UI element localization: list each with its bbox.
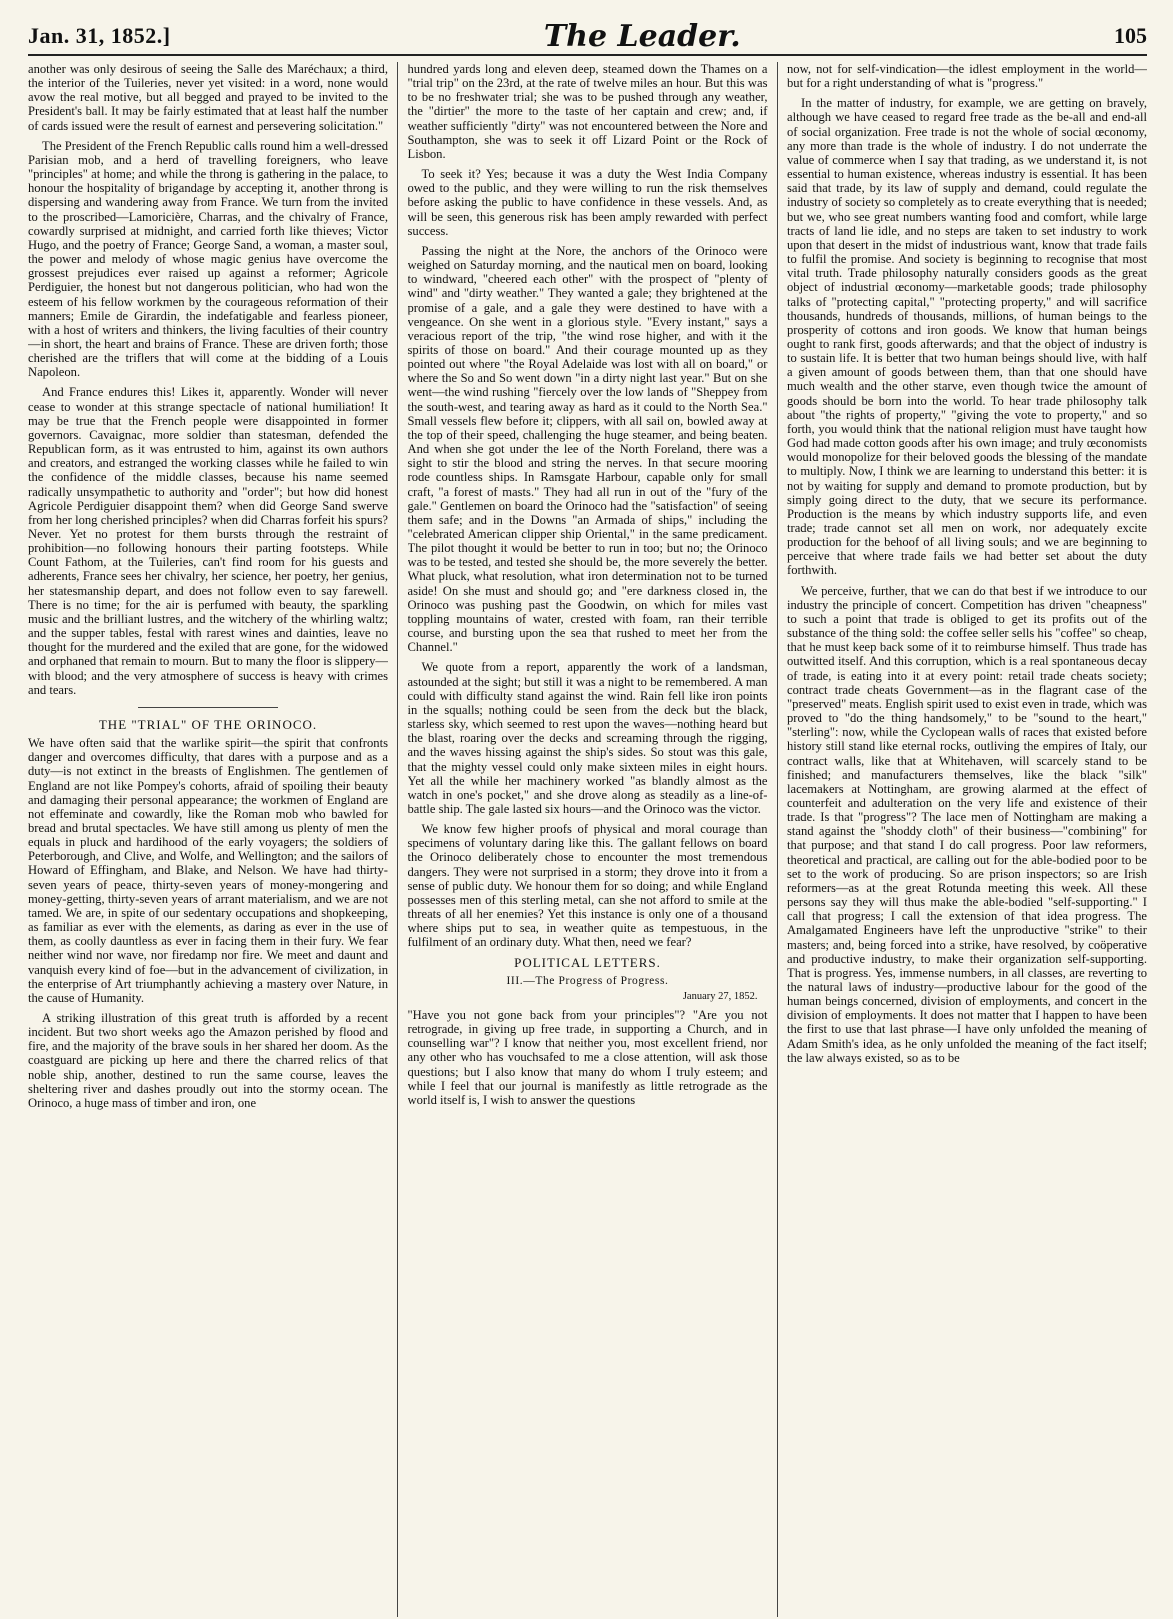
paragraph: To seek it? Yes; because it was a duty the West India Company owed to the public, and they were willing to run the risk themselves before asking the public to have confidence in these vessels. And, as will be seen, this generous risk has been amply rewarded with perfect success. [407,167,768,238]
article-subheading: III.—The Progress of Progress. [506,974,669,987]
paragraph: We perceive, further, that we can do that best if we introduce to our industry the principle of concert. Competition has driven "cheapness" to such a point that trade is obliged to get its profits out of the substance of the thing sold: the coffee seller sells his "coffee" so cheap, that he must keep back some of it to reimburse himself. Thus trade has outwitted itself. And this corruption, which is a real spontaneous decay of trade, is eating into it at every point: retail trade cheats society; contract trade cheats Government—as in the flagrant case of the "preserved" meats. English spirit used to exist even in trade, which was proved to "do the thing handsomely," to be "sound to the heart," "sterling": now, while the Cyclopean walls of races that existed before history still stand like eternal rocks, outliving the empires of Italy, our contract walls, like that at Whitehaven, will scarcely stand to be finished; and manufacturers themselves, like the black "silk" lacemakers at Nottingham, are growing alarmed at the effect of counterfeit and adulteration on the very life and existence of their trade. Is that "progress"? The lace men of Nottingham are making a stand against the "shoddy cloth" of their business—"combining" for that purpose; and that stand I do call progress. Poor law reformers, theoretical and practical, are calling out for the able-bodied poor to be set to the work of producing. So are prison inspectors; so are Irish reformers—as at the great Rotunda meeting this week. All these persons say they will thus make the able-bodied "self-supporting." I call that progress; I call the extension of that idea progress. The Amalgamated Engineers have left the unproductive "strike" to their masters; and, being forced into a strike, have resolved, by coöperative and productive industry, to make their organization self-supporting. That is progress. Yes, immense numbers, in all classes, are reverting to the natural laws of industry—productive labour for the good of the human beings concerned, division of employments, and concert in the division of employments. It does not matter that I happen to have been the first to use that last phrase—I have only unfolded the meaning of Adam Smith's idea, as he only unfolded the meaning of the fact itself; the law always existed, so as to be [787,583,1147,1065]
article-heading-political-letters: POLITICAL LETTERS. [514,954,661,970]
column-rule [777,62,778,1617]
paragraph: "Have you not gone back from your principles"? "Are you not retrograde, in giving up free trade, in supporting a Church, and in counselling war"? I know that neither you, most excellent friend, nor any other who has vouchsafed to me a close attention, will ask those questions; but I also know that many do whom I truly esteem; and while I feel that our journal is manifestly as little retrograde as the world itself is, I wish to answer the questions [407,1008,768,1107]
issue-date: Jan. 31, 1852.] [28,23,171,48]
newspaper-title: The Leader. [543,18,741,54]
column-1 [28,62,388,1617]
column-3 [787,62,1147,1617]
paragraph: In the matter of industry, for example, we are getting on bravely, although we have ceased to regard free trade as the be-all and end-all of social organization. Free trade is not the whole of social œconomy, any more than trade is the whole of industry. I do not underrate the value of commerce when I say that trading, as we understand it, is not essential to human existence, whereas industry is essential. It has been said that trade, by its law of supply and demand, could regulate the industry of society so completely as to create everything that is needed; but we, who see great numbers wanting food and comfort, while large tracts of land lie idle, and no steps are taken to set industry to work upon that desert in the midst of industrious want, know that trade fails to fulfil the promise. And society is beginning to recognise that most vital truth. Trade philosophy naturally considers goods as the great object of industrial œconomy—marketable goods; trade philosophy talks of "protecting capital," "protecting property," and will sacrifice thousands, hundreds of thousands, millions, of human beings to the prosperity of cottons and iron goods. We know that human beings ought to rank first, goods afterwards; and that the object of industry is to sustain life. It is better that two human beings should live, with half a given amount of goods between them, than that one should have much wealth and the other starve, even though twice the amount of goods should be born into the world. To hear trade philosophy talk about "the rights of property," "giving the vote to property," and so forth, you would think that the national religion must have taught how God had made cotton goods after his own image; and truly œconomists would monopolize for their beloved goods the blessing of the mandate to multiply. Now, I think we are learning to understand this better: it is not by waiting for supply and demand to promote production, but by simply going direct to the duty, that we secure its performance. Production is the means by which industry supports life, and even trade; trade cannot set all men on work, nor adequately excite production for the behoof of all living souls; and we are beginning to perceive that where trade fails we had better set about the duty forthwith. [787,96,1147,578]
column-2 [408,62,768,1617]
paragraph: And France endures this! Likes it, apparently. Wonder will never cease to wonder at this strange spectacle of national humiliation! It may be true that the French people were disappointed in former governors. Cavaignac, more soldier than statesman, defended the Republican form, as it was entrusted to him, against its own authors and creators, and estranged the working classes while he failed to win the confidence of the middle classes, because his name seemed radically unsympathetic to authority and "order"; but how did honest Agricole Perdiguier disappoint them? when did George Sand swerve from her long cherished principles? when did Charras forfeit his spurs? Never. Yet no protest for them bursts through the restraint of prohibition—no following honours their parting footsteps. While Count Fathom, at the Tuileries, can't find room for his guests and adherents, France sees her chivalry, her science, her poetry, her genius, her statesmanship depart, and does not follow even to say farewell. There is no time; for the air is perfumed with beauty, the sparkling music and the brilliant lustres, and the witchery of the whirling waltz; and the supper tables, festal with rarest wines and dainties, leave no thought for the murdered and the exiled that are gone, for the widowed and orphaned that remain to mourn. But to many the floor is slippery—with blood; and the very atmosphere of success is heavy with crimes and tears. [28,385,388,697]
paragraph: Passing the night at the Nore, the anchors of the Orinoco were weighed on Saturday morning, and the nautical men on board, looking to windward, "cheered each other" with the prospect of "plenty of wind" and "dirty weather." They wanted a gale; they brightened at the promise of a gale, and a gale they were destined to have with a vengeance. On she went in a glorious style. "Every instant," says a veracious report of the trip, "the wind rose higher, and with it the spirits of those on board." And their courage mounted up as they pointed out where "the Royal Adelaide was lost with all on board," or where the So and So went down "in a dirty night last year." But on she went—the wind rushing "fiercely over the low lands of "Sheppey from the south-west, and tearing away as hard as it could to the North Sea." Small vessels flew before it; clippers, with all sail on, bowled away at the top of their speed, challenging the huge steamer, and being beaten. And when she got under the lee of the North Foreland, there was a sight to stir the blood and string the nerves. In that secure mooring rode countless ships. In Ramsgate Harbour, capable only for small craft, "a forest of masts." They had all run in out of the "fury of the gale." Gentlemen on board the Orinoco had the "satisfaction" of seeing them safe; and in the Downs "an Armada of ships," including the "celebrated American clipper ship Oriental," in the same predicament. The pilot thought it would be better to run in too; but no; the Orinoco was to be tested, and tested she should be, the more severely the better. What pluck, what resolution, what iron determination not to be turned aside! On she must and should go; and "ere darkness closed in, the Orinoco was pushing past the Goodwin, on which for miles vast toppling mountains of water, crested with foam, ran their terrible course, and bursting upon the sea that rushed to meet her from the Channel." [407,243,768,655]
paragraph: We know few higher proofs of physical and moral courage than specimens of voluntary daring like this. The gallant fellows on board the Orinoco deliberately chose to encounter the most tremendous dangers. They were not surprised in a storm; they drove into it from a sense of public duty. We honour them for so doing; and while England possesses men of this sterling metal, can she not afford to smile at the threats of all her enemies? Yet this instance is only one of a thousand where ships put to sea, in weather quite as tempestuous, in the fulfilment of an ordinary duty. What then, need we fear? [407,822,768,950]
paragraph: We have often said that the warlike spirit—the spirit that confronts danger and overcomes difficulty, that dares with a purpose and as a duty—is not extinct in the breasts of Englishmen. The gentlemen of England are not like Pompey's cohorts, afraid of spoiling their beauty and damaging their personal appearance; the workmen of England are not effeminate and cowardly, like the Roman mob who bawled for bread and brutal spectacles. We have still among us plenty of men the equals in pluck and hardihood of the early voyagers; the soldiers of Peterborough, and Clive, and Wolfe, and Wellington; and the sailors of Howard of Effingham, and Blake, and Nelson. We have had thirty-seven years of peace, thirty-seven years of money-mongering and money-getting, thirty-seven years of arrant materialism, and we are not tamed. We are, in spite of our sedentary occupations and shopkeeping, as familiar as ever with the elements, as daring as ever in the use of them, as coolly dauntless as ever in facing them in their fury. We fear neither wind nor wave, nor firedamp nor fire. We meet and daunt and vanquish every kind of foe—but in the advancement of civilization, in the enterprise of Art triumphantly achieving a mastery over Nature, in the cause of Humanity. [28,736,388,1005]
paragraph: hundred yards long and eleven deep, steamed down the Thames on a "trial trip" on the 23rd, at the rate of twelve miles an hour. But this was to be no freshwater trial; she was to be pushed through any weather, the "dirtier" the more to the taste of her captain and crew; and, if weather sufficiently "dirty" was not encountered between the Nore and Southampton, she was to seek it off Lizard Point or the Rock of Lisbon. [407,62,768,161]
paragraph: now, not for self-vindication—the idlest employment in the world—but for a right understanding of what is "progress." [787,62,1147,91]
column-rule [397,62,398,1617]
paragraph: A striking illustration of this great truth is afforded by a recent incident. But two short weeks ago the Amazon perished by flood and fire, and the majority of the brave souls in her shared her doom. As the coastguard are picking up here and there the charred relics of that noble ship, another, destined to run the same course, leaves the sheltering river and dashes proudly out into the stormy ocean. The Orinoco, a huge mass of timber and iron, one [28,1011,388,1110]
article-heading-orinoco: THE "TRIAL" OF THE ORINOCO. [98,716,318,732]
masthead [28,18,1147,56]
paragraph: The President of the French Republic calls round him a well-dressed Parisian mob, and a herd of travelling foreigners, who leave "principles" at home; and while the throng is gathering in the palace, to honour the hospitality of brigandage by accepting it, another throng is dispersing and wandering away from France. We turn from the invited to the proscribed—Lamoricière, Charras, and the chivalry of France, cowardly surprised at midnight, and carried forth like thieves; Victor Hugo, and the poetry of France; George Sand, a woman, a master soul, the power and melody of whose magic genius have overcome the grossest prejudices ever raised up against a reformer; Agricole Perdiguier, the honest but not dangerous politician, who had won the esteem of his fellow workmen by the courageous reformation of their manners; Emile de Girardin, the indefatigable and fearless pioneer, with a host of writers and thinkers, the living faculties of their country—in short, the heart and brains of France. These are driven forth; those cherished are the triflers that will come at the bidding of a Louis Napoleon. [28,138,388,380]
article-columns [28,62,1147,1617]
page-number: 105 [1113,23,1147,48]
paragraph: another was only desirous of seeing the Salle des Maréchaux; a third, the interior of the Tuileries, never yet visited: in a word, none would avow the real motive, but all begged and prayed to be invited to the President's ball. It may be fairly estimated that at least half the number of cards issued were the result of earnest and persevering solicitation." [28,62,388,133]
section-divider [138,707,278,708]
dateline: January 27, 1852. [682,990,758,1002]
paragraph: We quote from a report, apparently the work of a landsman, astounded at the sight; but still it was a night to be remembered. A man could with difficulty stand against the wind. Rain fell like iron points in the squalls; nothing could be seen from the deck but the black, starless sky, which seemed to rest upon the waves—nothing heard but the blast, roaring over the decks and screaming through the rigging, and the waves hissing against the ship's sides. So stout was this gale, that the mighty vessel could only make sixteen miles in eight hours. Yet all the while her machinery worked "as blandly almost as the watch in one's pocket," and she drove along as steadily as a line-of-battle ship. The gale lasted six hours—and the Orinoco was the victor. [407,660,768,816]
